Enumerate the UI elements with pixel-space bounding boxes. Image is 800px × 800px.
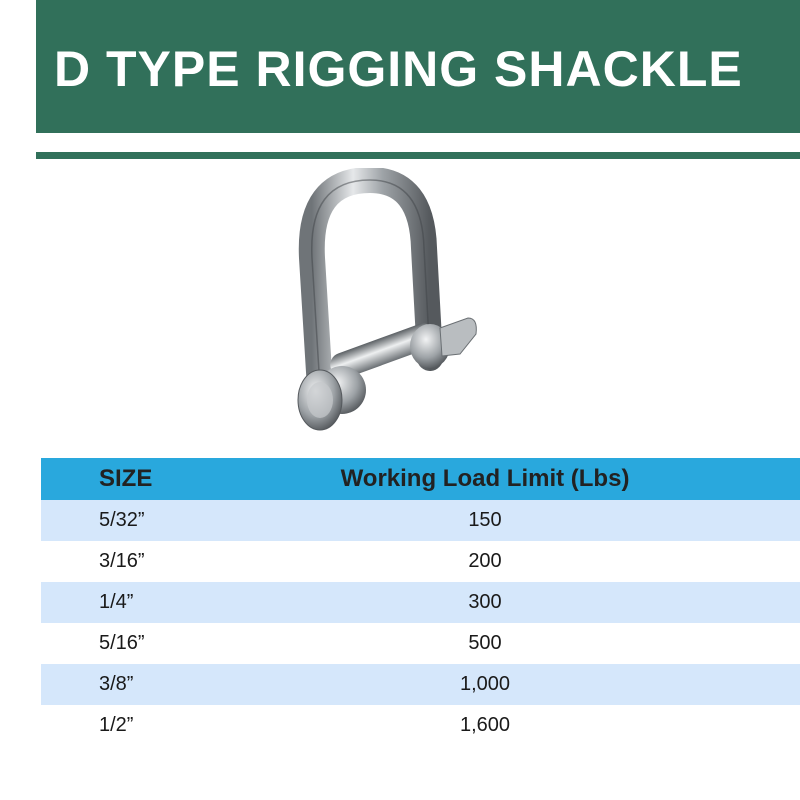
size-cell: 3/16”: [99, 550, 145, 572]
title-banner: [36, 0, 800, 133]
size-cell: 3/8”: [99, 673, 134, 695]
table-row: [41, 623, 800, 664]
table-row: [41, 500, 800, 541]
size-cell: 5/16”: [99, 632, 145, 654]
table-row: [41, 582, 800, 623]
size-cell: 1/4”: [99, 591, 134, 613]
table-row: [41, 664, 800, 705]
table-row: [41, 705, 800, 746]
header-load-limit: Working Load Limit (Lbs): [340, 465, 630, 492]
table-row: [41, 541, 800, 582]
load-cell: 300: [468, 591, 502, 613]
load-cell: 1,600: [459, 714, 511, 736]
shackle-image: [290, 168, 490, 448]
size-cell: 5/32”: [99, 509, 145, 531]
size-cell: 1/2”: [99, 714, 134, 736]
load-limit-table: [41, 458, 800, 746]
load-cell: 500: [468, 632, 502, 654]
header-size: SIZE: [99, 465, 153, 492]
load-cell: 150: [468, 509, 502, 531]
table-header: [41, 458, 800, 500]
load-cell: 1,000: [459, 673, 511, 695]
page-title: D TYPE RIGGING SHACKLE: [54, 41, 743, 97]
load-cell: 200: [468, 550, 502, 572]
divider: [36, 152, 800, 159]
